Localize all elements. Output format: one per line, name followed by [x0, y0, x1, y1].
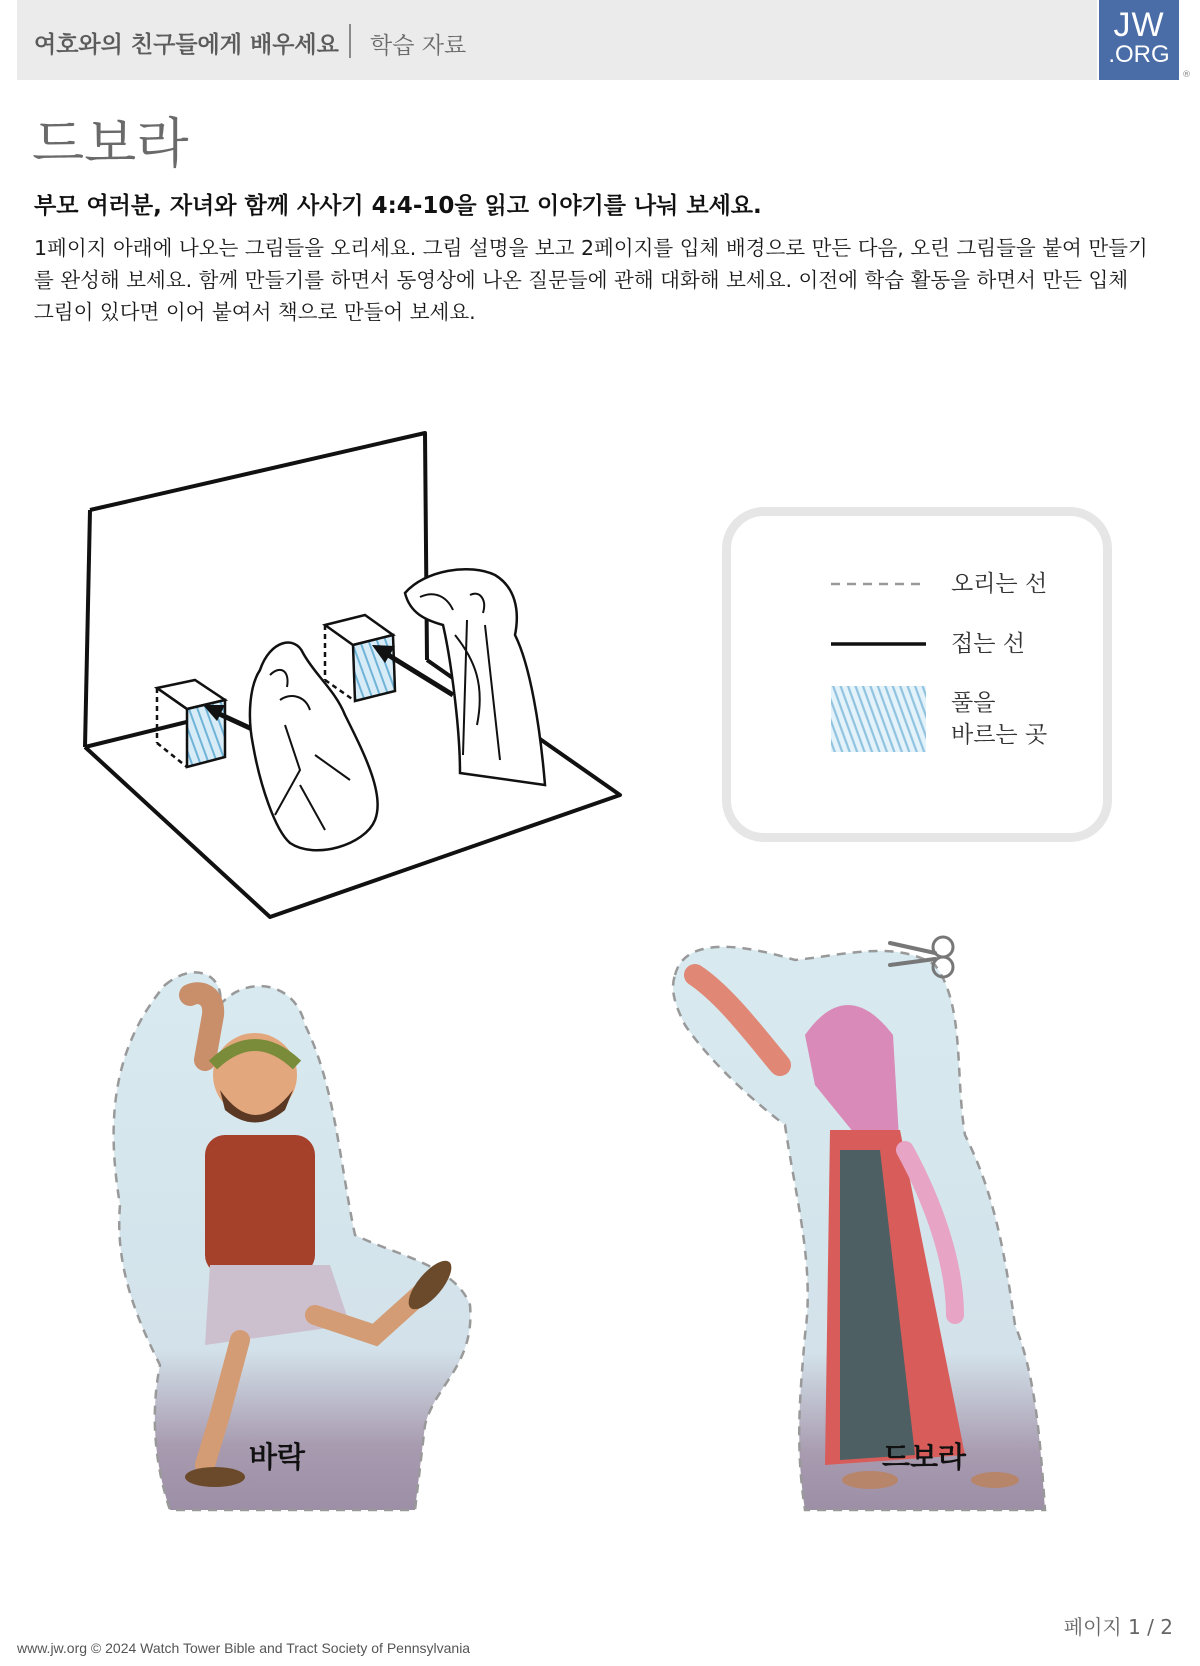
- legend-glue-line2: 바르는 곳: [951, 722, 1048, 748]
- legend-cut-label: 오리는 선: [951, 571, 1048, 597]
- legend-box: [722, 507, 1112, 842]
- page-number: 페이지 1 / 2: [1063, 1615, 1173, 1639]
- glue-swatch-icon: [831, 686, 931, 752]
- document-type: 학습 자료: [370, 33, 467, 59]
- left-glue-block: [157, 680, 225, 767]
- body-instructions: 1페이지 아래에 나오는 그림들을 오리세요. 그림 설명을 보고 2페이지를 입체 배경으로 만든 다음, 오린 그림들을 붙여 만들기를 완성해 보세요. 함께 만들기를 하면서 동영상에 나온 질문들에 관해 대화해 보세요. 이전에 학습 활동을 하면서 만든 입체 그림이 있다면 이어 붙여서 책으로 만들어 보세요.: [34, 236, 1148, 324]
- legend-fold-label: 접는 선: [951, 631, 1025, 657]
- legend-glue-area: [831, 686, 1047, 752]
- series-title: 여호와의 친구들에게 배우세요: [34, 32, 339, 58]
- legend-cut-line: [831, 568, 1047, 600]
- legend-glue-line1: 풀을: [951, 690, 996, 716]
- dashed-line-icon: [831, 579, 931, 589]
- page-title: 드보라: [32, 112, 189, 175]
- barak-caption: 바락: [249, 1440, 306, 1474]
- header-divider: [349, 24, 351, 58]
- deborah-cutout: [665, 935, 1115, 1515]
- legend-glue-label: [951, 687, 1047, 751]
- lead-instruction: 부모 여러분, 자녀와 함께 사사기 4:4-10을 읽고 이야기를 나눠 보세요.: [34, 193, 762, 219]
- legend-fold-line: [831, 628, 1025, 660]
- logo-jw-text: JW: [1113, 6, 1165, 44]
- solid-line-icon: [831, 639, 931, 649]
- jw-logo[interactable]: [1099, 0, 1179, 80]
- copyright-footer: www.jw.org © 2024 Watch Tower Bible and Tract Society of Pennsylvania: [17, 1640, 471, 1656]
- logo-org-text: .ORG: [1108, 41, 1170, 68]
- registered-mark: ®: [1182, 70, 1191, 80]
- barak-cutout: [95, 965, 485, 1515]
- diorama-illustration: [75, 425, 635, 920]
- deborah-caption: 드보라: [882, 1440, 967, 1474]
